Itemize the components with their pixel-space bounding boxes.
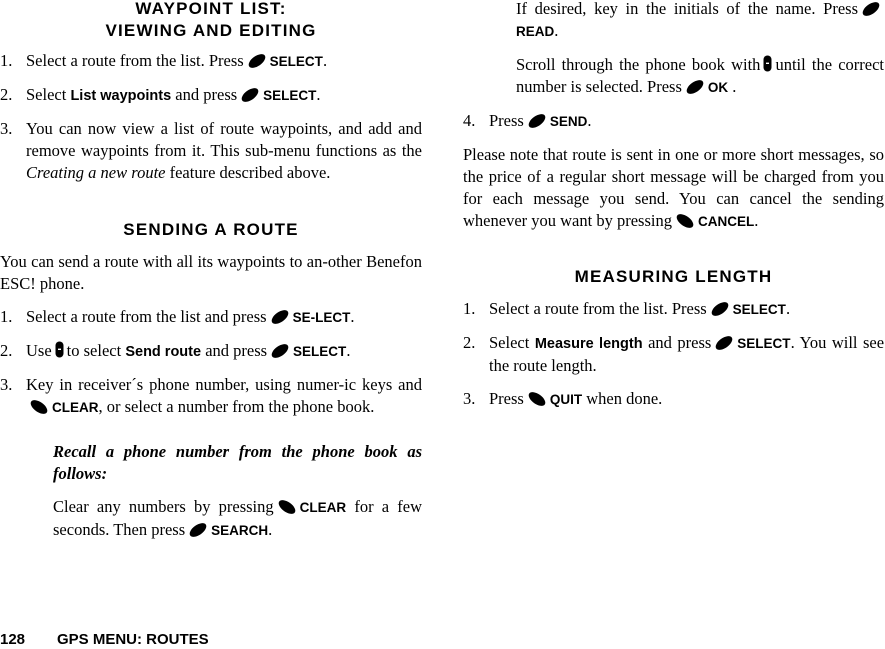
heading-waypoint-list [0, 0, 422, 42]
paragraph-scroll: Scroll through the phone book with until the correct number is selected. Press OK . [516, 55, 884, 96]
list-item: 3. Key in receiver´s phone number, using numer-ic keys andCLEAR, or select a number from the phone book. [0, 375, 422, 416]
left-softkey-icon [527, 392, 547, 406]
list-item: 1. Select a route from the list and press SE-LECT. [0, 307, 355, 326]
right-softkey-icon [861, 2, 881, 16]
right-softkey-icon [710, 302, 730, 316]
heading-measuring-length: MEASURING LENGTH [574, 267, 773, 286]
heading-line-2: VIEWING AND EDITING [105, 21, 317, 40]
heading-sending-route: SENDING A ROUTE [123, 220, 299, 239]
scroll-key-icon [55, 341, 64, 358]
left-softkey-icon [29, 400, 49, 414]
right-softkey-icon [247, 54, 267, 68]
page-number: 128 [0, 631, 26, 648]
recall-instructions-title: Recall a phone number from the phone book as follows: [53, 442, 422, 483]
right-softkey-icon [714, 336, 734, 350]
list-item: 2. Use to select Send route and press SELECT. [0, 341, 351, 360]
right-softkey-icon [240, 88, 260, 102]
page-footer [0, 631, 209, 649]
heading-line-1: WAYPOINT LIST: [135, 0, 287, 18]
left-softkey-icon [277, 500, 297, 514]
list-item: 3. You can now view a list of route waypoints, and add and remove waypoints from it. This sub-menu functions as the Creating a new route feature described above. [0, 119, 422, 182]
right-column [463, 0, 884, 411]
list-item: 2. Select List waypoints and press SELECT. [0, 85, 321, 104]
right-softkey-icon [527, 114, 547, 128]
scroll-key-icon [763, 55, 772, 72]
list-item: 1. Select a route from the list. Press SELECT. [0, 51, 328, 70]
paragraph-send-intro: You can send a route with all its waypoints to an-other Benefon ESC! phone. [0, 252, 422, 293]
list-item: 4. Press SEND. [463, 111, 592, 130]
right-softkey-icon [188, 523, 208, 537]
right-softkey-icon [270, 310, 290, 324]
paragraph-note: Please note that route is sent in one or more short messages, so the price of a regular short message will be charged from you for each message you send. You can cancel the sending whenever you want by pressing CANCEL. [463, 145, 884, 230]
left-column [0, 0, 422, 542]
list-item: 1. Select a route from the list. Press SELECT. [463, 299, 791, 318]
list-item: 3. Press QUIT when done. [463, 389, 663, 408]
left-softkey-icon [675, 214, 695, 228]
paragraph-clear: Clear any numbers by pressing CLEAR for a few seconds. Then press SEARCH. [53, 497, 423, 539]
right-softkey-icon [270, 344, 290, 358]
list-item: 2. Select Measure length and press SELECT. You will see the route length. [463, 333, 885, 375]
paragraph-initials: If desired, key in the initials of the name. PressREAD. [463, 0, 884, 43]
section-title: GPS MENU: ROUTES [57, 631, 209, 648]
right-softkey-icon [685, 80, 705, 94]
